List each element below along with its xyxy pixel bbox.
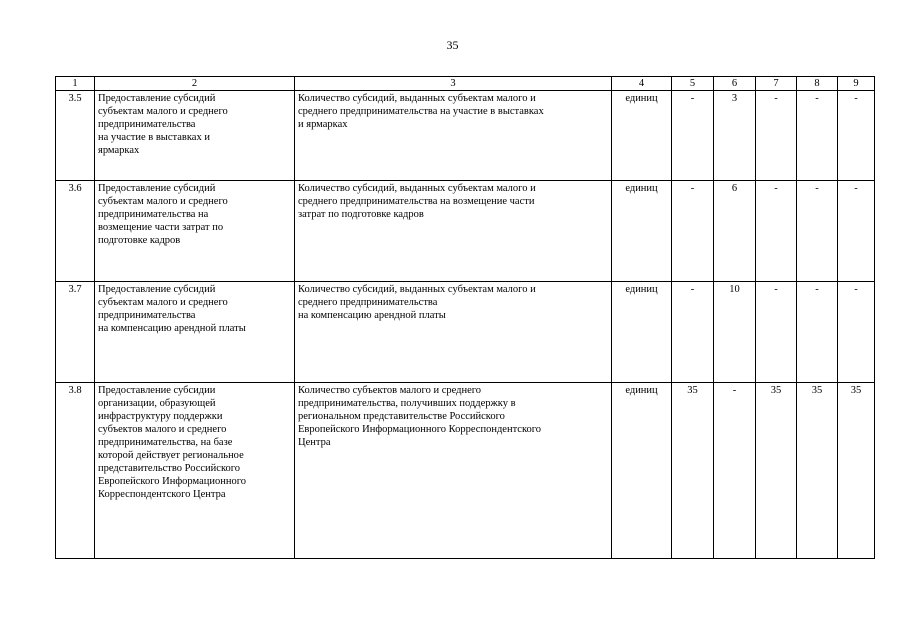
- value-cell-5: -: [672, 282, 714, 383]
- header-cell-7: 7: [756, 77, 797, 91]
- indicator-cell: Количество субсидий, выданных субъектам малого и среднего предпринимательства на участие в выставках и ярмарках: [295, 91, 612, 181]
- table-header-row: [56, 77, 875, 91]
- header-cell-6: 6: [714, 77, 756, 91]
- value-cell-8: 35: [797, 383, 838, 559]
- header-cell-8: 8: [797, 77, 838, 91]
- value-cell-6: 10: [714, 282, 756, 383]
- indicators-table: [55, 76, 875, 559]
- table-row: [56, 91, 875, 181]
- table-row: [56, 181, 875, 282]
- unit-cell: единиц: [612, 181, 672, 282]
- row-number: 3.5: [56, 91, 95, 181]
- header-cell-2: 2: [95, 77, 295, 91]
- value-cell-7: -: [756, 91, 797, 181]
- unit-cell: единиц: [612, 282, 672, 383]
- value-cell-6: 3: [714, 91, 756, 181]
- table-row: [56, 383, 875, 559]
- unit-cell: единиц: [612, 91, 672, 181]
- activity-cell: Предоставление субсидий субъектам малого и среднего предпринимательства на компенсацию арендной платы: [95, 282, 295, 383]
- header-cell-5: 5: [672, 77, 714, 91]
- header-cell-1: 1: [56, 77, 95, 91]
- indicator-cell: Количество субсидий, выданных субъектам малого и среднего предпринимательства на возмещение части затрат по подготовке кадров: [295, 181, 612, 282]
- row-number: 3.7: [56, 282, 95, 383]
- row-number: 3.6: [56, 181, 95, 282]
- value-cell-5: 35: [672, 383, 714, 559]
- table-row: [56, 282, 875, 383]
- activity-cell: Предоставление субсидий субъектам малого и среднего предпринимательства на возмещение части затрат по подготовке кадров: [95, 181, 295, 282]
- page-number: 35: [446, 38, 459, 52]
- value-cell-9: -: [838, 181, 875, 282]
- unit-cell: единиц: [612, 383, 672, 559]
- value-cell-9: -: [838, 282, 875, 383]
- activity-cell: Предоставление субсидии организации, образующей инфраструктуру поддержки субъектов малого и среднего предпринимательства, на базе которой действует региональное представительство Российского Европейского Информационного Корреспондентского Центра: [95, 383, 295, 559]
- value-cell-7: 35: [756, 383, 797, 559]
- value-cell-9: -: [838, 91, 875, 181]
- value-cell-7: -: [756, 282, 797, 383]
- value-cell-7: -: [756, 181, 797, 282]
- value-cell-6: 6: [714, 181, 756, 282]
- indicator-cell: Количество субсидий, выданных субъектам малого и среднего предпринимательства на компенсацию арендной платы: [295, 282, 612, 383]
- row-number: 3.8: [56, 383, 95, 559]
- value-cell-6: -: [714, 383, 756, 559]
- value-cell-8: -: [797, 181, 838, 282]
- indicator-cell: Количество субъектов малого и среднего предпринимательства, получивших поддержку в региональном представительстве Российского Европейского Информационного Корреспондентского Центра: [295, 383, 612, 559]
- value-cell-8: -: [797, 91, 838, 181]
- value-cell-5: -: [672, 91, 714, 181]
- value-cell-8: -: [797, 282, 838, 383]
- value-cell-9: 35: [838, 383, 875, 559]
- activity-cell: Предоставление субсидий субъектам малого и среднего предпринимательства на участие в выставках и ярмарках: [95, 91, 295, 181]
- header-cell-3: 3: [295, 77, 612, 91]
- header-cell-9: 9: [838, 77, 875, 91]
- value-cell-5: -: [672, 181, 714, 282]
- header-cell-4: 4: [612, 77, 672, 91]
